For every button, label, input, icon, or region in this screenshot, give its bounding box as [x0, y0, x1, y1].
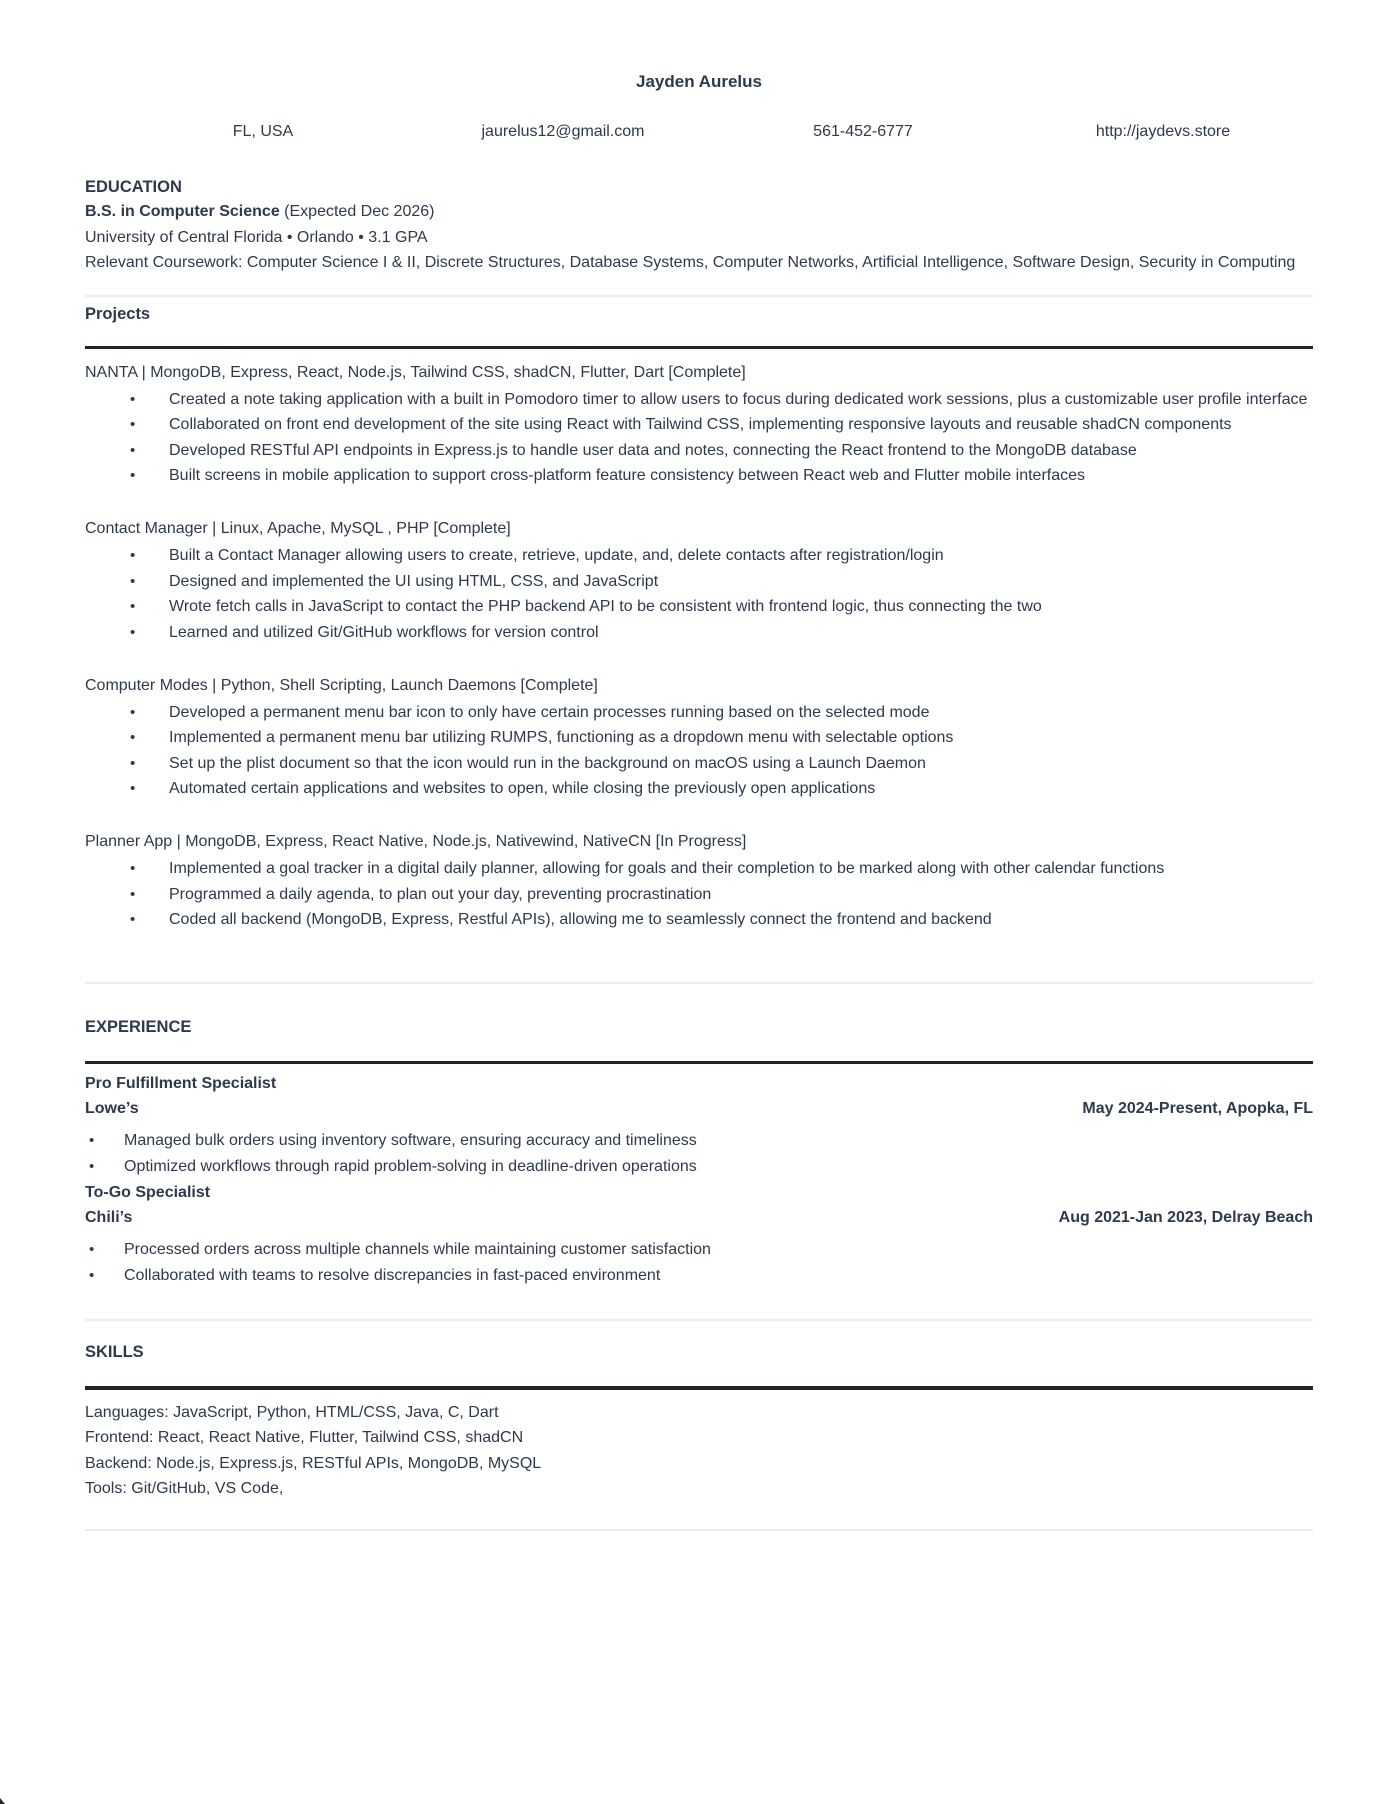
job-company-row	[85, 1205, 1313, 1231]
skills-frontend: Frontend: React, React Native, Flutter, Tailwind CSS, shadCN	[85, 1429, 524, 1446]
bullet-item: • Created a note taking application with a built in Pomodoro timer to allow users to focus during dedicated work sessions, plus a customizable user profile interface	[85, 387, 1313, 413]
job-dates-location: May 2024-Present, Apopka, FL	[1082, 1100, 1313, 1117]
project-bullet-list	[85, 856, 1313, 933]
job-bullet-list	[85, 1128, 1313, 1179]
bullet-item: • Managed bulk orders using inventory software, ensuring accuracy and timeliness	[85, 1128, 1313, 1154]
resume-name: Jayden Aurelus	[636, 72, 762, 91]
project-nanta	[85, 360, 1313, 489]
bullet-item: • Coded all backend (MongoDB, Express, Restful APIs), allowing me to seamlessly connect the frontend and backend	[85, 907, 1313, 933]
bullet-item: • Learned and utilized Git/GitHub workflows for version control	[85, 620, 1313, 646]
skills-heading-rule	[85, 1386, 1313, 1390]
job-company: Chili’s	[85, 1209, 133, 1226]
project-bullet-list	[85, 543, 1313, 645]
projects-heading-rule	[85, 346, 1313, 350]
contact-phone: 561-452-6777	[813, 123, 913, 140]
job-company: Lowe’s	[85, 1100, 139, 1117]
bullet-item: • Collaborated on front end development of the site using React with Tailwind CSS, implementing responsive layouts and reusable shadCN components	[85, 412, 1313, 438]
education-coursework: Relevant Coursework: Computer Science I & II, Discrete Structures, Database Systems, Computer Networks, Artificial Intelligence, Software Design, Security in Computing	[85, 254, 1296, 271]
project-planner-app	[85, 829, 1313, 933]
education-body	[85, 199, 1313, 276]
contact-location: FL, USA	[232, 123, 294, 140]
bullet-item: • Programmed a daily agenda, to plan out your day, preventing procrastination	[85, 882, 1313, 908]
project-contact-manager	[85, 516, 1313, 645]
project-computer-modes	[85, 673, 1313, 802]
skills-heading: SKILLS	[85, 1343, 144, 1361]
job-title: To-Go Specialist	[85, 1183, 211, 1201]
bullet-item: • Implemented a permanent menu bar utilizing RUMPS, functioning as a dropdown menu with selectable options	[85, 725, 1313, 751]
job-chilis	[85, 1180, 1313, 1289]
bullet-item: • Developed a permanent menu bar icon to only have certain processes running based on the selected mode	[85, 700, 1313, 726]
bullet-item: • Designed and implemented the UI using HTML, CSS, and JavaScript	[85, 569, 1313, 595]
project-title: Computer Modes | Python, Shell Scripting, Launch Daemons [Complete]	[85, 676, 598, 694]
bullet-item: • Set up the plist document so that the icon would run in the background on macOS using a Launch Daemon	[85, 751, 1313, 777]
bullet-item: • Developed RESTful API endpoints in Express.js to handle user data and notes, connecting the React frontend to the MongoDB database	[85, 438, 1313, 464]
bullet-item: • Processed orders across multiple channels while maintaining customer satisfaction	[85, 1237, 1313, 1263]
project-title: NANTA | MongoDB, Express, React, Node.js, Tailwind CSS, shadCN, Flutter, Dart [Complete]	[85, 363, 746, 381]
skills-tools: Tools: Git/GitHub, VS Code,	[85, 1480, 284, 1497]
education-school-line: University of Central Florida • Orlando • 3.1 GPA	[85, 228, 428, 246]
bullet-item: • Implemented a goal tracker in a digital daily planner, allowing for goals and their completion to be marked along with other calendar functions	[85, 856, 1313, 882]
education-degree-note: (Expected Dec 2026)	[284, 203, 435, 220]
project-bullet-list	[85, 387, 1313, 489]
skills-top-divider	[85, 1319, 1313, 1321]
bullet-item: • Automated certain applications and websites to open, while closing the previously open applications	[85, 776, 1313, 802]
skills-body	[85, 1400, 1313, 1502]
project-title: Contact Manager | Linux, Apache, MySQL , PHP [Complete]	[85, 520, 511, 537]
bullet-item: • Optimized workflows through rapid problem-solving in deadline-driven operations	[85, 1154, 1313, 1180]
contact-row	[85, 122, 1313, 142]
project-title: Planner App | MongoDB, Express, React Native, Node.js, Nativewind, NativeCN [In Progress]	[85, 833, 747, 850]
page-corner-artifact	[0, 1798, 5, 1804]
experience-heading-rule	[85, 1061, 1313, 1065]
education-degree-line	[85, 199, 1313, 225]
education-heading: EDUCATION	[85, 178, 182, 196]
skills-backend: Backend: Node.js, Express.js, RESTful APIs, MongoDB, MySQL	[85, 1454, 542, 1472]
job-title: Pro Fulfillment Specialist	[85, 1074, 277, 1092]
job-bullet-list	[85, 1237, 1313, 1288]
experience-top-divider	[85, 982, 1313, 984]
projects-top-divider	[85, 295, 1313, 297]
skills-languages: Languages: JavaScript, Python, HTML/CSS, Java, C, Dart	[85, 1403, 499, 1421]
projects-heading: Projects	[85, 304, 151, 323]
trailing-divider	[85, 1529, 1313, 1531]
education-degree: B.S. in Computer Science	[85, 203, 280, 220]
bullet-item: • Built screens in mobile application to support cross-platform feature consistency between React web and Flutter mobile interfaces	[85, 463, 1313, 489]
bullet-item: • Wrote fetch calls in JavaScript to contact the PHP backend API to be consistent with frontend logic, thus connecting the two	[85, 594, 1313, 620]
contact-website: http://jaydevs.store	[1095, 123, 1231, 140]
bullet-item: • Collaborated with teams to resolve discrepancies in fast-paced environment	[85, 1263, 1313, 1289]
job-company-row	[85, 1096, 1313, 1122]
job-dates-location: Aug 2021-Jan 2023, Delray Beach	[1058, 1209, 1313, 1226]
experience-heading: EXPERIENCE	[85, 1017, 192, 1036]
contact-email: jaurelus12@gmail.com	[481, 123, 645, 140]
bullet-item: • Built a Contact Manager allowing users to create, retrieve, update, and, delete contacts after registration/login	[85, 543, 1313, 569]
project-bullet-list	[85, 700, 1313, 802]
job-lowes	[85, 1071, 1313, 1180]
